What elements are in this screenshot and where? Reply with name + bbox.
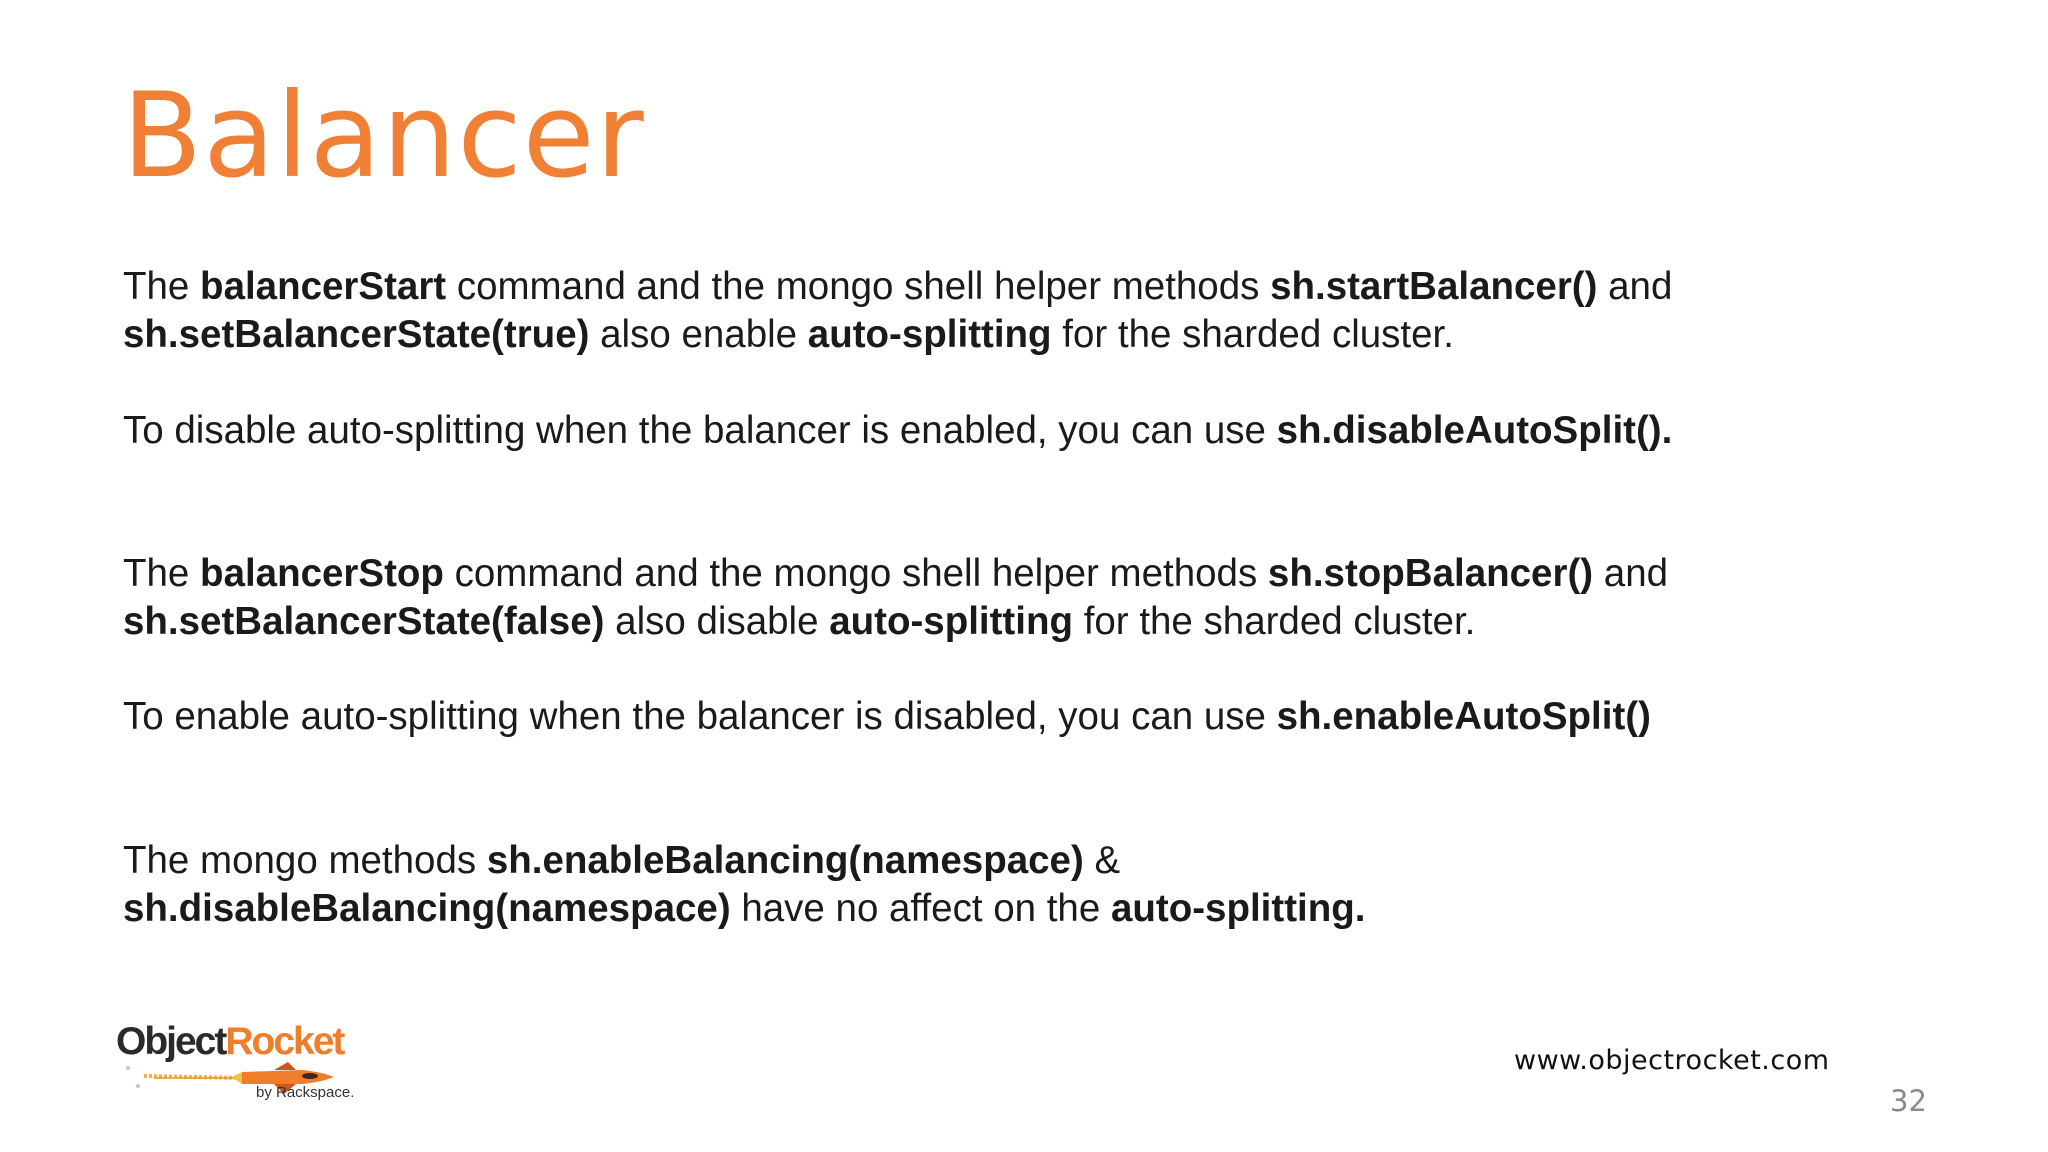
- text-run: The: [123, 552, 201, 595]
- bold-run: sh.disableAutoSplit().: [1276, 409, 1673, 452]
- bold-run: sh.setBalancerState(false): [123, 600, 605, 643]
- text-run: To enable auto-splitting when the balancer is disabled, you can use: [123, 695, 1277, 738]
- text-run: have no affect on the: [730, 887, 1111, 930]
- text-run: command and the mongo shell helper methods: [443, 552, 1268, 595]
- paragraph-line: [123, 693, 1943, 741]
- logo-word-rocket: Rocket: [225, 1020, 344, 1063]
- text-run: and: [1593, 552, 1669, 595]
- logo-tagline: by Rackspace.: [256, 1084, 355, 1101]
- paragraph-line: [123, 263, 1943, 311]
- bold-run: sh.setBalancerState(true): [123, 313, 590, 356]
- text-run: To disable auto-splitting when the balancer is enabled, you can use: [123, 409, 1277, 452]
- paragraph-balancer-start: [123, 263, 1943, 359]
- slide-title: Balancer: [122, 67, 645, 204]
- page-number: 32: [1890, 1084, 1927, 1118]
- text-run: command and the mongo shell helper methods: [446, 265, 1271, 308]
- paragraph-line: [123, 311, 1943, 359]
- paragraph-line: [123, 598, 1943, 646]
- text-run: for the sharded cluster.: [1073, 600, 1476, 643]
- objectrocket-logo: [116, 1020, 356, 1128]
- bold-run: sh.enableBalancing(namespace): [486, 839, 1084, 882]
- bold-run: balancerStart: [200, 265, 447, 308]
- bold-run: auto-splitting: [829, 600, 1073, 643]
- paragraph-balancer-stop: [123, 550, 1943, 646]
- text-run: for the sharded cluster.: [1051, 313, 1454, 356]
- paragraph-line: [123, 837, 1943, 885]
- bold-run: sh.disableBalancing(namespace): [123, 887, 731, 930]
- paragraph-balancing-methods: [123, 837, 1943, 933]
- paragraph-disable-autosplit: [123, 407, 1943, 455]
- text-run: also disable: [604, 600, 830, 643]
- text-run: &: [1083, 839, 1121, 882]
- paragraph-line: [123, 550, 1943, 598]
- text-run: The mongo methods: [123, 839, 487, 882]
- text-run: and: [1597, 265, 1673, 308]
- paragraph-line: [123, 407, 1943, 455]
- bold-run: sh.startBalancer(): [1270, 265, 1598, 308]
- logo-wordmark: [116, 1020, 343, 1064]
- footer-url[interactable]: www.objectrocket.com: [1514, 1045, 1830, 1076]
- text-run: also enable: [589, 313, 808, 356]
- paragraph-line: [123, 885, 1943, 933]
- bold-run: balancerStop: [200, 552, 444, 595]
- text-run: The: [123, 265, 201, 308]
- paragraph-enable-autosplit: [123, 693, 1943, 741]
- bold-run: sh.stopBalancer(): [1267, 552, 1594, 595]
- bold-run: auto-splitting: [807, 313, 1052, 356]
- bold-run: sh.enableAutoSplit(): [1276, 695, 1651, 738]
- logo-word-object: Object: [116, 1020, 226, 1063]
- bold-run: auto-splitting.: [1110, 887, 1366, 930]
